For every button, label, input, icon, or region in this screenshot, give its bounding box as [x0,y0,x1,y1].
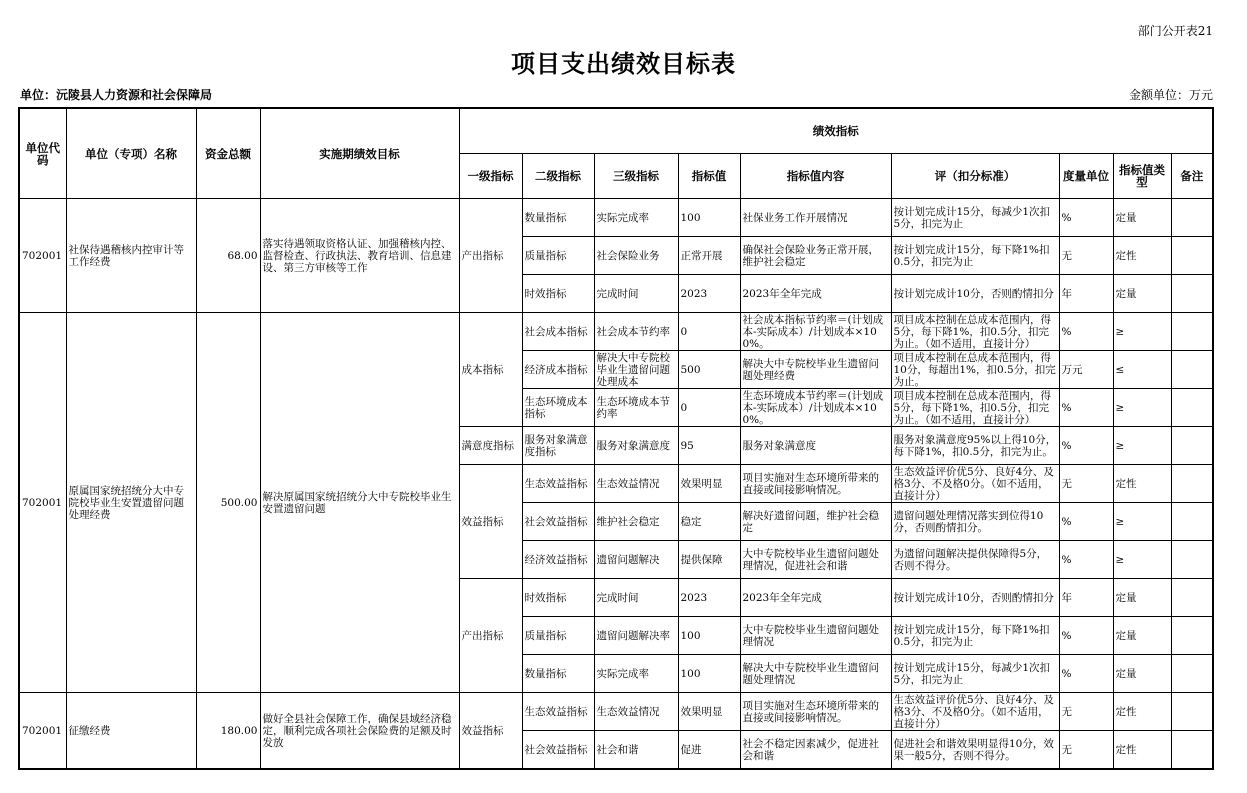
value-cell: 500 [678,351,740,389]
level3-cell [594,731,678,770]
value-cell: 效果明显 [678,465,740,503]
scoring-cell [891,427,1059,465]
value-type-cell: 定量 [1113,275,1171,313]
level3-cell [594,579,678,617]
remark-cell [1171,655,1213,693]
value-type-cell: 定量 [1113,199,1171,237]
header-level2: 二级指标 [522,154,594,199]
scoring-cell-text: 按计划完成计15分，每减少1次扣5分，扣完为止 [893,205,1051,230]
level3-cell-text: 解决大中专院校毕业生遗留问题处理成本 [596,351,670,388]
content-cell-text: 项目实施对生态环境所带来的直接或间接影响情况。 [742,699,879,724]
value-cell: 2023 [678,275,740,313]
amount-cell: 500.00 [196,313,260,693]
scoring-cell [891,731,1059,770]
amount-cell: 68.00 [196,199,260,313]
value-cell: 100 [678,617,740,655]
measure-unit-cell: 无 [1059,465,1113,503]
level2-cell: 社会效益指标 [522,731,594,770]
scoring-cell [891,655,1059,693]
level3-cell-text: 社会和谐 [596,743,639,756]
value-type-cell: ≥ [1113,427,1171,465]
level1-cell: 成本指标 [459,313,522,427]
remark-cell [1171,617,1213,655]
measure-unit-cell: % [1059,617,1113,655]
value-type-cell: ≥ [1113,313,1171,351]
scoring-cell [891,199,1059,237]
level2-cell: 社会成本指标 [522,313,594,351]
level2-cell: 质量指标 [522,617,594,655]
form-number-label: 部门公开表21 [1137,24,1213,38]
level2-cell: 时效指标 [522,579,594,617]
scoring-cell-text: 项目成本控制在总成本范围内，得10分，每超出1%，扣0.5分，扣完为止。 [893,351,1056,388]
measure-unit-cell: 无 [1059,731,1113,770]
value-type-cell: 定性 [1113,237,1171,275]
scoring-cell-text: 促进社会和谐效果明显得10分，效果一般5分，否则不得分。 [893,737,1054,762]
level3-cell [594,389,678,427]
scoring-cell-text: 遗留问题处理情况落实到位得10分，否则酌情扣分。 [893,509,1044,534]
measure-unit-cell: 无 [1059,693,1113,731]
content-cell [740,503,891,541]
scoring-cell-text: 服务对象满意度95%以上得10分，每下降1%，扣0.5分，扣完为止。 [893,433,1057,458]
level3-cell-text: 生态环境成本节约率 [596,395,670,420]
remark-cell [1171,693,1213,731]
content-cell-text: 解决大中专院校毕业生遗留问题处理经费 [742,357,879,382]
scoring-cell [891,389,1059,427]
unit-code-cell: 702001 [19,313,66,693]
header-name: 单位（专项）名称 [66,108,196,199]
header-content: 指标值内容 [740,154,891,199]
level3-cell [594,503,678,541]
level2-cell: 经济成本指标 [522,351,594,389]
value-type-cell: ≥ [1113,389,1171,427]
value-cell: 提供保障 [678,541,740,579]
unit-code-cell: 702001 [19,693,66,770]
level3-cell-text: 生态效益情况 [596,705,660,718]
value-cell: 稳定 [678,503,740,541]
header-amount: 资金总额 [196,108,260,199]
value-cell: 效果明显 [678,693,740,731]
level3-cell-text: 服务对象满意度 [596,439,670,452]
level1-cell: 产出指标 [459,199,522,313]
value-cell: 2023 [678,579,740,617]
level3-cell [594,693,678,731]
table-row [19,313,1213,351]
goal-cell: 做好全县社会保障工作，确保县域经济稳定，顺利完成各项社会保险费的足额及时发放 [260,693,459,770]
measure-unit-cell: % [1059,655,1113,693]
measure-unit-cell: 年 [1059,579,1113,617]
value-cell: 0 [678,389,740,427]
level3-cell-text: 社会成本节约率 [596,325,670,338]
remark-cell [1171,389,1213,427]
content-cell-text: 社会不稳定因素减少，促进社会和谐 [742,737,879,762]
content-cell-text: 2023年全年完成 [742,287,822,300]
level3-cell [594,465,678,503]
remark-cell [1171,731,1213,770]
level3-cell-text: 实际完成率 [596,211,649,224]
value-cell: 100 [678,199,740,237]
scoring-cell [891,693,1059,731]
content-cell [740,731,891,770]
content-cell [740,617,891,655]
header-code: 单位代码 [19,108,66,199]
amount-cell: 180.00 [196,693,260,770]
level3-cell-text: 维护社会稳定 [596,515,660,528]
content-cell-text: 解决大中专院校毕业生遗留问题处理情况 [742,661,879,686]
remark-cell [1171,275,1213,313]
content-cell [740,275,891,313]
header-goal: 实施期绩效目标 [260,108,459,199]
remark-cell [1171,237,1213,275]
level1-cell: 效益指标 [459,465,522,579]
content-cell-text: 解决好遗留问题，维护社会稳定 [742,509,879,534]
level2-cell: 服务对象满意度指标 [522,427,594,465]
scoring-cell [891,237,1059,275]
scoring-cell-text: 为遗留问题解决提供保障得5分，否则不得分。 [893,547,1048,572]
level3-cell [594,541,678,579]
content-cell [740,199,891,237]
remark-cell [1171,465,1213,503]
remark-cell [1171,579,1213,617]
page-title: 项目支出绩效目标表 [511,50,736,78]
measure-unit-cell: % [1059,503,1113,541]
header-measure-unit: 度量单位 [1059,154,1113,199]
value-type-cell: ≤ [1113,351,1171,389]
level2-cell: 时效指标 [522,275,594,313]
value-cell: 0 [678,313,740,351]
measure-unit-cell: % [1059,199,1113,237]
remark-cell [1171,199,1213,237]
scoring-cell [891,313,1059,351]
amount-unit: 金额单位：万元 [1128,88,1213,102]
level2-cell: 生态效益指标 [522,465,594,503]
measure-unit-cell: % [1059,313,1113,351]
table-row [19,199,1213,237]
value-type-cell: 定性 [1113,693,1171,731]
level3-cell [594,351,678,389]
content-cell [740,655,891,693]
content-cell [740,351,891,389]
level2-cell: 生态环境成本指标 [522,389,594,427]
content-cell-text: 2023年全年完成 [742,591,822,604]
measure-unit-cell: % [1059,427,1113,465]
level1-cell: 效益指标 [459,693,522,770]
remark-cell [1171,351,1213,389]
header-level3: 三级指标 [594,154,678,199]
remark-cell [1171,541,1213,579]
measure-unit-cell: % [1059,541,1113,579]
scoring-cell [891,465,1059,503]
content-cell-text: 社保业务工作开展情况 [742,211,848,224]
scoring-cell-text: 按计划完成计10分，否则酌情扣分 [893,287,1054,300]
project-name-cell: 征缴经费 [66,693,196,770]
content-cell-text: 大中专院校毕业生遗留问题处理情况，促进社会和谐 [742,547,879,572]
content-cell [740,465,891,503]
value-type-cell: 定量 [1113,579,1171,617]
level3-cell [594,275,678,313]
scoring-cell-text: 生态效益评价优5分、良好4分、及格3分、不及格0分。（如不适用，直接计分） [893,693,1054,730]
unit-name: 单位：沅陵县人力资源和社会保障局 [20,88,213,102]
content-cell-text: 确保社会保险业务正常开展，维护社会稳定 [742,243,879,268]
content-cell-text: 服务对象满意度 [742,439,816,452]
content-cell [740,579,891,617]
content-cell [740,389,891,427]
level3-cell-text: 社会保险业务 [596,249,660,262]
value-cell: 促进 [678,731,740,770]
content-cell-text: 项目实施对生态环境所带来的直接或间接影响情况。 [742,471,879,496]
level3-cell-text: 完成时间 [596,287,639,300]
content-cell [740,313,891,351]
level2-cell: 质量指标 [522,237,594,275]
scoring-cell-text: 项目成本控制在总成本范围内，得5分，每下降1%，扣0.5分，扣完为止。（如不适用，直接计分） [893,313,1051,350]
remark-cell [1171,313,1213,351]
level3-cell-text: 完成时间 [596,591,639,604]
project-name-cell: 原属国家统招统分大中专院校毕业生安置遗留问题处理经费 [66,313,196,693]
measure-unit-cell: 年 [1059,275,1113,313]
level2-cell: 社会效益指标 [522,503,594,541]
measure-unit-cell: 万元 [1059,351,1113,389]
scoring-cell [891,617,1059,655]
content-cell-text: 社会成本指标节约率＝(计划成本-实际成本）/计划成本×100%。 [742,313,884,350]
level3-cell-text: 生态效益情况 [596,477,660,490]
goal-cell: 落实待遇领取资格认证、加强稽核内控、监督检查、行政执法、教育培训、信息建设、第三方审核等工作 [260,199,459,313]
level1-cell: 产出指标 [459,579,522,693]
content-cell-text: 生态环境成本节约率＝(计划成本-实际成本）/计划成本×100%。 [742,389,884,426]
header-level1: 一级指标 [459,154,522,199]
scoring-cell-text: 生态效益评价优5分、良好4分、及格3分、不及格0分。（如不适用，直接计分） [893,465,1054,502]
project-name-cell: 社保待遇稽核内控审计等工作经费 [66,199,196,313]
value-cell: 正常开展 [678,237,740,275]
level3-cell-text: 遗留问题解决率 [596,629,670,642]
level3-cell [594,655,678,693]
level2-cell: 数量指标 [522,199,594,237]
value-type-cell: ≥ [1113,541,1171,579]
value-cell: 100 [678,655,740,693]
content-cell [740,541,891,579]
measure-unit-cell: % [1059,389,1113,427]
content-cell [740,237,891,275]
goal-cell: 解决原属国家统招统分大中专院校毕业生安置遗留问题 [260,313,459,693]
table-row [19,693,1213,731]
content-cell [740,693,891,731]
table-body [19,199,1213,770]
level2-cell: 生态效益指标 [522,693,594,731]
value-type-cell: 定量 [1113,617,1171,655]
scoring-cell [891,351,1059,389]
value-cell: 95 [678,427,740,465]
value-type-cell: 定量 [1113,655,1171,693]
level2-cell: 数量指标 [522,655,594,693]
header-remark: 备注 [1171,154,1213,199]
scoring-cell-text: 项目成本控制在总成本范围内，得5分，每下降1%，扣0.5分，扣完为止。（如不适用，直接计分） [893,389,1051,426]
scoring-cell-text: 按计划完成计15分，每下降1%扣0.5分，扣完为止 [893,623,1050,648]
content-cell [740,427,891,465]
scoring-cell-text: 按计划完成计10分，否则酌情扣分 [893,591,1054,604]
scoring-cell [891,275,1059,313]
level3-cell [594,313,678,351]
value-type-cell: 定性 [1113,731,1171,770]
level3-cell [594,199,678,237]
value-type-cell: 定性 [1113,465,1171,503]
scoring-cell [891,579,1059,617]
value-type-cell: ≥ [1113,503,1171,541]
scoring-cell [891,541,1059,579]
measure-unit-cell: 无 [1059,237,1113,275]
level1-cell: 满意度指标 [459,427,522,465]
header-value-type: 指标值类型 [1113,154,1171,199]
level2-cell: 经济效益指标 [522,541,594,579]
remark-cell [1171,427,1213,465]
level3-cell-text: 遗留问题解决 [596,553,660,566]
level3-cell [594,237,678,275]
performance-table [18,107,1214,770]
header-scoring: 评（扣分标准） [891,154,1059,199]
level3-cell [594,427,678,465]
unit-code-cell: 702001 [19,199,66,313]
scoring-cell-text: 按计划完成计15分，每减少1次扣5分，扣完为止 [893,661,1051,686]
header-value: 指标值 [678,154,740,199]
scoring-cell [891,503,1059,541]
content-cell-text: 大中专院校毕业生遗留问题处理情况 [742,623,879,648]
remark-cell [1171,503,1213,541]
level3-cell [594,617,678,655]
level3-cell-text: 实际完成率 [596,667,649,680]
header-indicators: 绩效指标 [459,108,1213,154]
scoring-cell-text: 按计划完成计15分，每下降1%扣0.5分，扣完为止 [893,243,1050,268]
